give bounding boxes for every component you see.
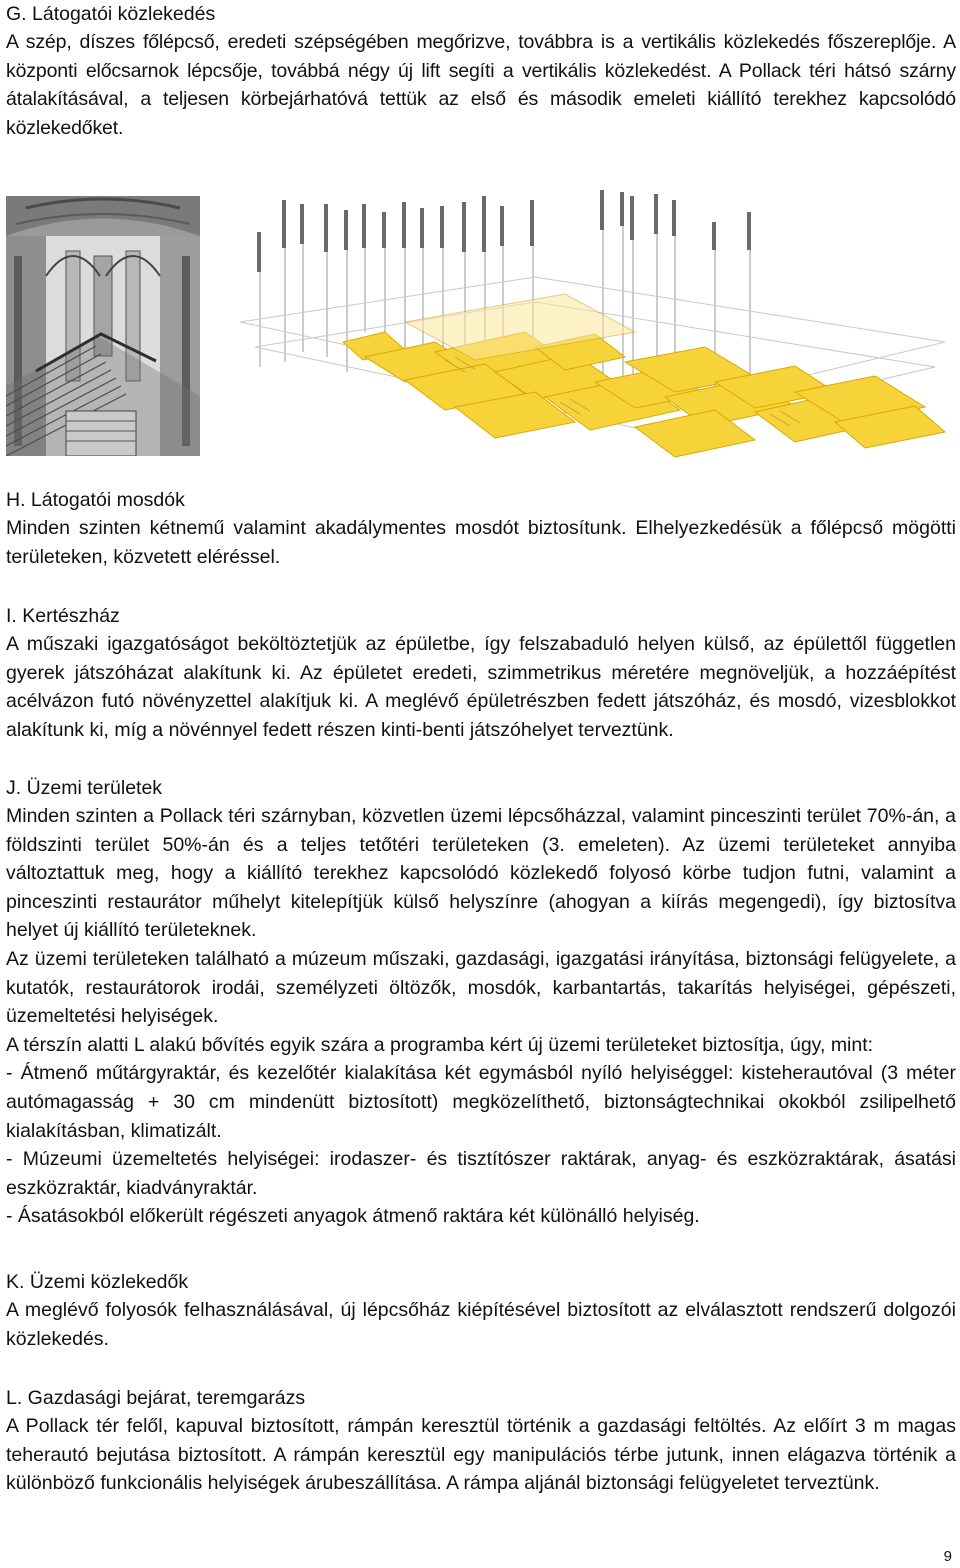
section-paragraph: A műszaki igazgatóságot beköltöztetjük az épületbe, így felszabaduló helyen külső, az épülettől független gyerek játszóházat alakítunk ki. Az épületet eredeti, szimmetrikus méretére megnöveljük, a hozzáépítést acélvázon futó növényzettel alakítjuk ki. A meglévő épületrészben fedett játszóház, és mosdó, vizesblokkot alakítunk ki, míg a növénnyel fedett részen kinti-benti játszóhelyet terveztünk. [6,633,956,741]
circulation-diagram [235,182,957,468]
section-heading: I. Kertészház [6,605,120,627]
section-heading: G. Látogatói közlekedés [6,3,216,25]
staircase-photo [6,196,200,456]
page-number: 9 [943,1548,952,1565]
section-uzemi-kozlekedok [6,1268,956,1353]
section-gazdasagi-bejarat [6,1384,956,1498]
section-paragraph: A térszín alatti L alakú bővítés egyik szára a programba kért új üzemi területeket biztosítja, úgy, mint: [6,1033,874,1056]
section-kerteszhaz [6,602,956,744]
section-paragraph: A Pollack tér felől, kapuval biztosított, rámpán keresztül történik a gazdasági feltöltés. Az előírt 3 m magas teherautó bejutása biztosított. A rámpán keresztül egy manipulációs térbe jutunk, innen elágazva történik a különböző funkcionális helyiségek árubeszállítása. A rámpa aljánál biztonsági felügyeletet terveztünk. [6,1415,956,1495]
section-heading: J. Üzemi területek [6,777,163,799]
section-heading: L. Gazdasági bejárat, teremgarázs [6,1387,306,1409]
section-heading: H. Látogatói mosdók [6,489,185,511]
axonometric-diagram-icon [235,182,957,468]
section-paragraph: A szép, díszes főlépcső, eredeti szépségében megőrizve, továbbra is a vertikális közlekedés főszereplője. A központi előcsarnok lépcsője, továbbá négy új lift segíti a vertikális közlekedést. A Pollack téri hátsó szárny átalakításával, a teljesen körbejárhatóvá tettük az első és második emeleti kiállító terekhez kapcsolódó közlekedőket. [6,31,956,139]
list-item: - Múzeumi üzemeltetés helyiségei: irodaszer- és tisztítószer raktárak, anyag- és eszközraktárak, ásatási eszközraktár, kiadványraktár. [6,1148,956,1199]
list-item: - Ásatásokból előkerült régészeti anyagok átmenő raktára két különálló helyiség. [6,1205,700,1228]
section-paragraph: A meglévő folyosók felhasználásával, új lépcsőház kiépítésével biztosított az elválasztott rendszerű dolgozói közlekedés. [6,1299,956,1350]
section-paragraph: Az üzemi területeken található a múzeum műszaki, gazdasági, igazgatási irányítása, biztonsági felügyelete, a kutatók, restaurátorok irodái, személyzeti öltözők, mosdók, karbantartás, takarítás helyiségei, gépészeti, üzemeltetési helyiségek. [6,947,956,1028]
section-uzemi-teruletek [6,774,956,1231]
section-latogatoi-kozlekedes [6,0,956,142]
section-heading: K. Üzemi közlekedők [6,1271,189,1293]
list-item: - Átmenő műtárgyraktár, és kezelőtér kialakítása két egymásból nyíló helyiséggel: kisteherautóval (3 méter autómagasság + 30 cm mindenütt biztosított) megközelíthető, biztonságtechnikai okokból zsilipelhető kialakításban, klimatizált. [6,1062,956,1142]
section-latogatoi-mosdok [6,486,956,571]
section-paragraph: Minden szinten a Pollack téri szárnyban, közvetlen üzemi lépcsőházzal, valamint pinceszinti terület 70%-án, a földszinti terület 50%-án és a teljes tetőtéri területeken (3. emeleten). Az üzemi területeket annyiba változtattuk meg, hogy a kiállító terekhez kapcsolódó közlekedő folyosó körbe tudjon futni, valamint a pinceszinti restaurátor műhelyt kitelepítjük külső helyszínre (ahogyan a kiírás megengedi), így biztosítva helyet új kiállító területeknek. [6,805,956,942]
staircase-engraving-icon [6,196,200,456]
section-paragraph: Minden szinten kétnemű valamint akadálymentes mosdót biztosítunk. Elhelyezkedésük a főlépcső mögötti területeken, közvetett eléréssel. [6,517,956,568]
